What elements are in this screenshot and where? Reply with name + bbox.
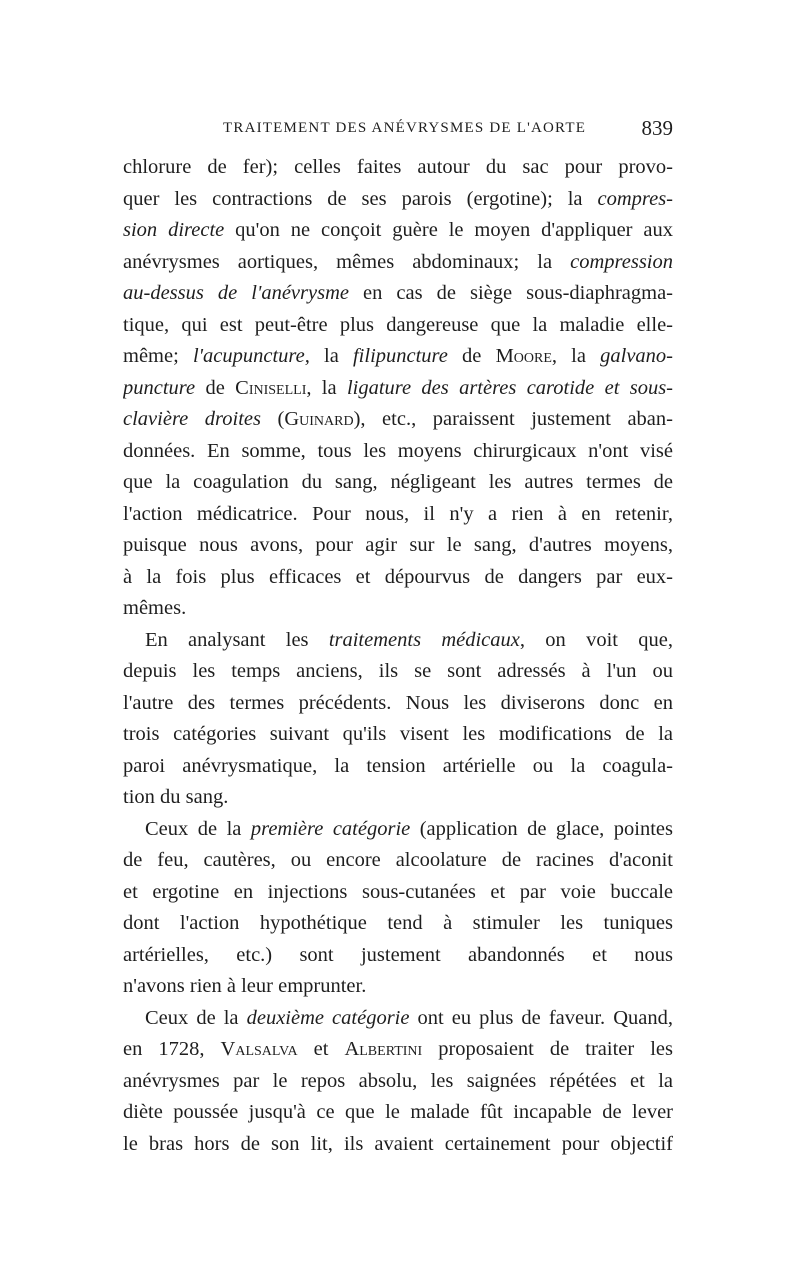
text-line <box>123 152 673 184</box>
text-line <box>123 1097 673 1129</box>
text-line <box>123 656 673 688</box>
text-segment: En analysant les <box>145 628 329 651</box>
author-name: Guinard <box>284 408 354 430</box>
text-line <box>123 215 673 247</box>
emphasis-text: au-dessus de l'anévrysme <box>123 282 349 304</box>
text-segment: n'avons rien à leur emprunter. <box>123 975 367 997</box>
running-head: TRAITEMENT DES ANÉVRYSMES DE L'AORTE <box>223 120 587 136</box>
text-segment: en 1728, <box>123 1038 221 1060</box>
text-line <box>123 782 673 814</box>
text-line <box>123 719 673 751</box>
text-segment: tique, qui est peut-être plus dangereuse que la maladie elle- <box>123 313 673 336</box>
text-line <box>123 467 673 499</box>
emphasis-text: traitements médicaux <box>328 628 520 651</box>
text-segment: données. En somme, tous les moyens chirurgicaux n'ont visé <box>123 439 673 462</box>
text-segment: proposaient de traiter les <box>422 1038 673 1060</box>
text-segment: , on voit que, <box>519 628 673 651</box>
author-name: Valsalva <box>220 1038 298 1060</box>
page-number: 839 <box>641 116 673 140</box>
emphasis-text: compres- <box>597 187 673 210</box>
text-segment: de <box>195 376 236 399</box>
text-segment: le bras hors de son lit, ils avaient certainement pour objectif <box>123 1132 673 1155</box>
emphasis-text: sion directe <box>123 219 225 241</box>
text-segment: de <box>447 345 496 367</box>
text-segment: même; <box>123 345 193 367</box>
text-segment: depuis les temps anciens, ils se sont adressés à l'un ou <box>123 660 673 682</box>
text-line <box>123 278 673 310</box>
emphasis-text: deuxième catégorie <box>246 1006 410 1029</box>
text-segment: artérielles, etc.) sont justement abandonnés et nous <box>123 943 673 966</box>
text-segment: de feu, cautères, ou encore alcoolature de racines d'aconit <box>123 849 673 871</box>
page-header <box>123 118 673 142</box>
text-line <box>123 436 673 468</box>
text-segment: trois catégories suivant qu'ils visent les modifications de la <box>123 723 673 745</box>
text-line <box>123 1066 673 1098</box>
text-segment: dont l'action hypothétique tend à stimuler les tuniques <box>123 912 673 934</box>
text-line <box>123 341 673 373</box>
author-name: Moore <box>495 345 552 367</box>
text-segment: paroi anévrysmatique, la tension artérielle ou la coagula- <box>123 754 673 777</box>
text-segment: en cas de siège sous-diaphragma- <box>349 282 673 304</box>
text-line <box>123 404 673 436</box>
emphasis-text: filipuncture <box>352 345 448 367</box>
text-line <box>123 593 673 625</box>
text-segment: ), etc., paraissent justement aban- <box>353 408 673 430</box>
emphasis-text: compression <box>570 250 673 273</box>
text-segment: (application de glace, pointes <box>410 817 673 840</box>
text-line <box>123 845 673 877</box>
text-segment: , la <box>306 376 347 399</box>
text-line <box>123 908 673 940</box>
text-line <box>123 877 673 909</box>
emphasis-text: clavière droites <box>123 408 261 430</box>
text-segment: Ceux de la <box>145 817 251 840</box>
text-segment: et ergotine en injections sous-cutanées et par voie buccale <box>123 880 673 903</box>
text-line <box>123 688 673 720</box>
author-name: Ciniselli <box>235 376 307 399</box>
text-line <box>123 1003 673 1035</box>
text-segment: et <box>297 1038 345 1060</box>
text-line <box>123 814 673 846</box>
text-segment: , la <box>551 345 601 367</box>
text-line <box>123 310 673 342</box>
text-line <box>123 499 673 531</box>
text-segment: que la coagulation du sang, négligeant les autres termes de <box>123 471 673 493</box>
emphasis-text: galvano- <box>600 345 673 367</box>
text-line <box>123 625 673 657</box>
text-segment: chlorure de fer); celles faites autour du sac pour provo- <box>123 156 673 178</box>
emphasis-text: ligature des artères carotide et sous- <box>346 376 673 399</box>
text-line <box>123 247 673 279</box>
text-segment: anévrysmes par le repos absolu, les saignées répétées et la <box>123 1069 673 1092</box>
text-segment: ont eu plus de faveur. Quand, <box>409 1006 673 1029</box>
text-segment: à la fois plus efficaces et dépourvus de dangers par eux- <box>123 565 673 588</box>
text-segment: quer les contractions de ses parois (ergotine); la <box>123 187 598 210</box>
text-segment: puisque nous avons, pour agir sur le sang, d'autres moyens, <box>123 534 673 556</box>
text-segment: tion du sang. <box>123 786 229 808</box>
emphasis-text: première catégorie <box>250 817 411 840</box>
text-line <box>123 1129 673 1161</box>
text-segment: l'action médicatrice. Pour nous, il n'y a rien à en retenir, <box>123 502 673 525</box>
text-line <box>123 1034 673 1066</box>
text-line <box>123 971 673 1003</box>
text-segment: l'autre des termes précédents. Nous les diviserons donc en <box>123 691 673 714</box>
text-line <box>123 751 673 783</box>
text-line <box>123 940 673 972</box>
author-name: Albertini <box>344 1038 423 1060</box>
text-segment: qu'on ne conçoit guère le moyen d'appliquer aux <box>224 219 673 241</box>
text-line <box>123 530 673 562</box>
emphasis-text: puncture <box>123 376 196 399</box>
text-segment: Ceux de la <box>145 1006 247 1029</box>
text-segment: mêmes. <box>123 597 187 619</box>
body-text <box>123 152 673 1160</box>
text-segment: la <box>309 345 353 367</box>
text-segment: ( <box>260 408 285 430</box>
text-line <box>123 562 673 594</box>
text-segment: anévrysmes aortiques, mêmes abdominaux; la <box>123 250 571 273</box>
text-segment: diète poussée jusqu'à ce que le malade fût incapable de lever <box>123 1101 673 1123</box>
text-line <box>123 184 673 216</box>
emphasis-text: l'acupuncture, <box>192 345 310 367</box>
text-line <box>123 373 673 405</box>
